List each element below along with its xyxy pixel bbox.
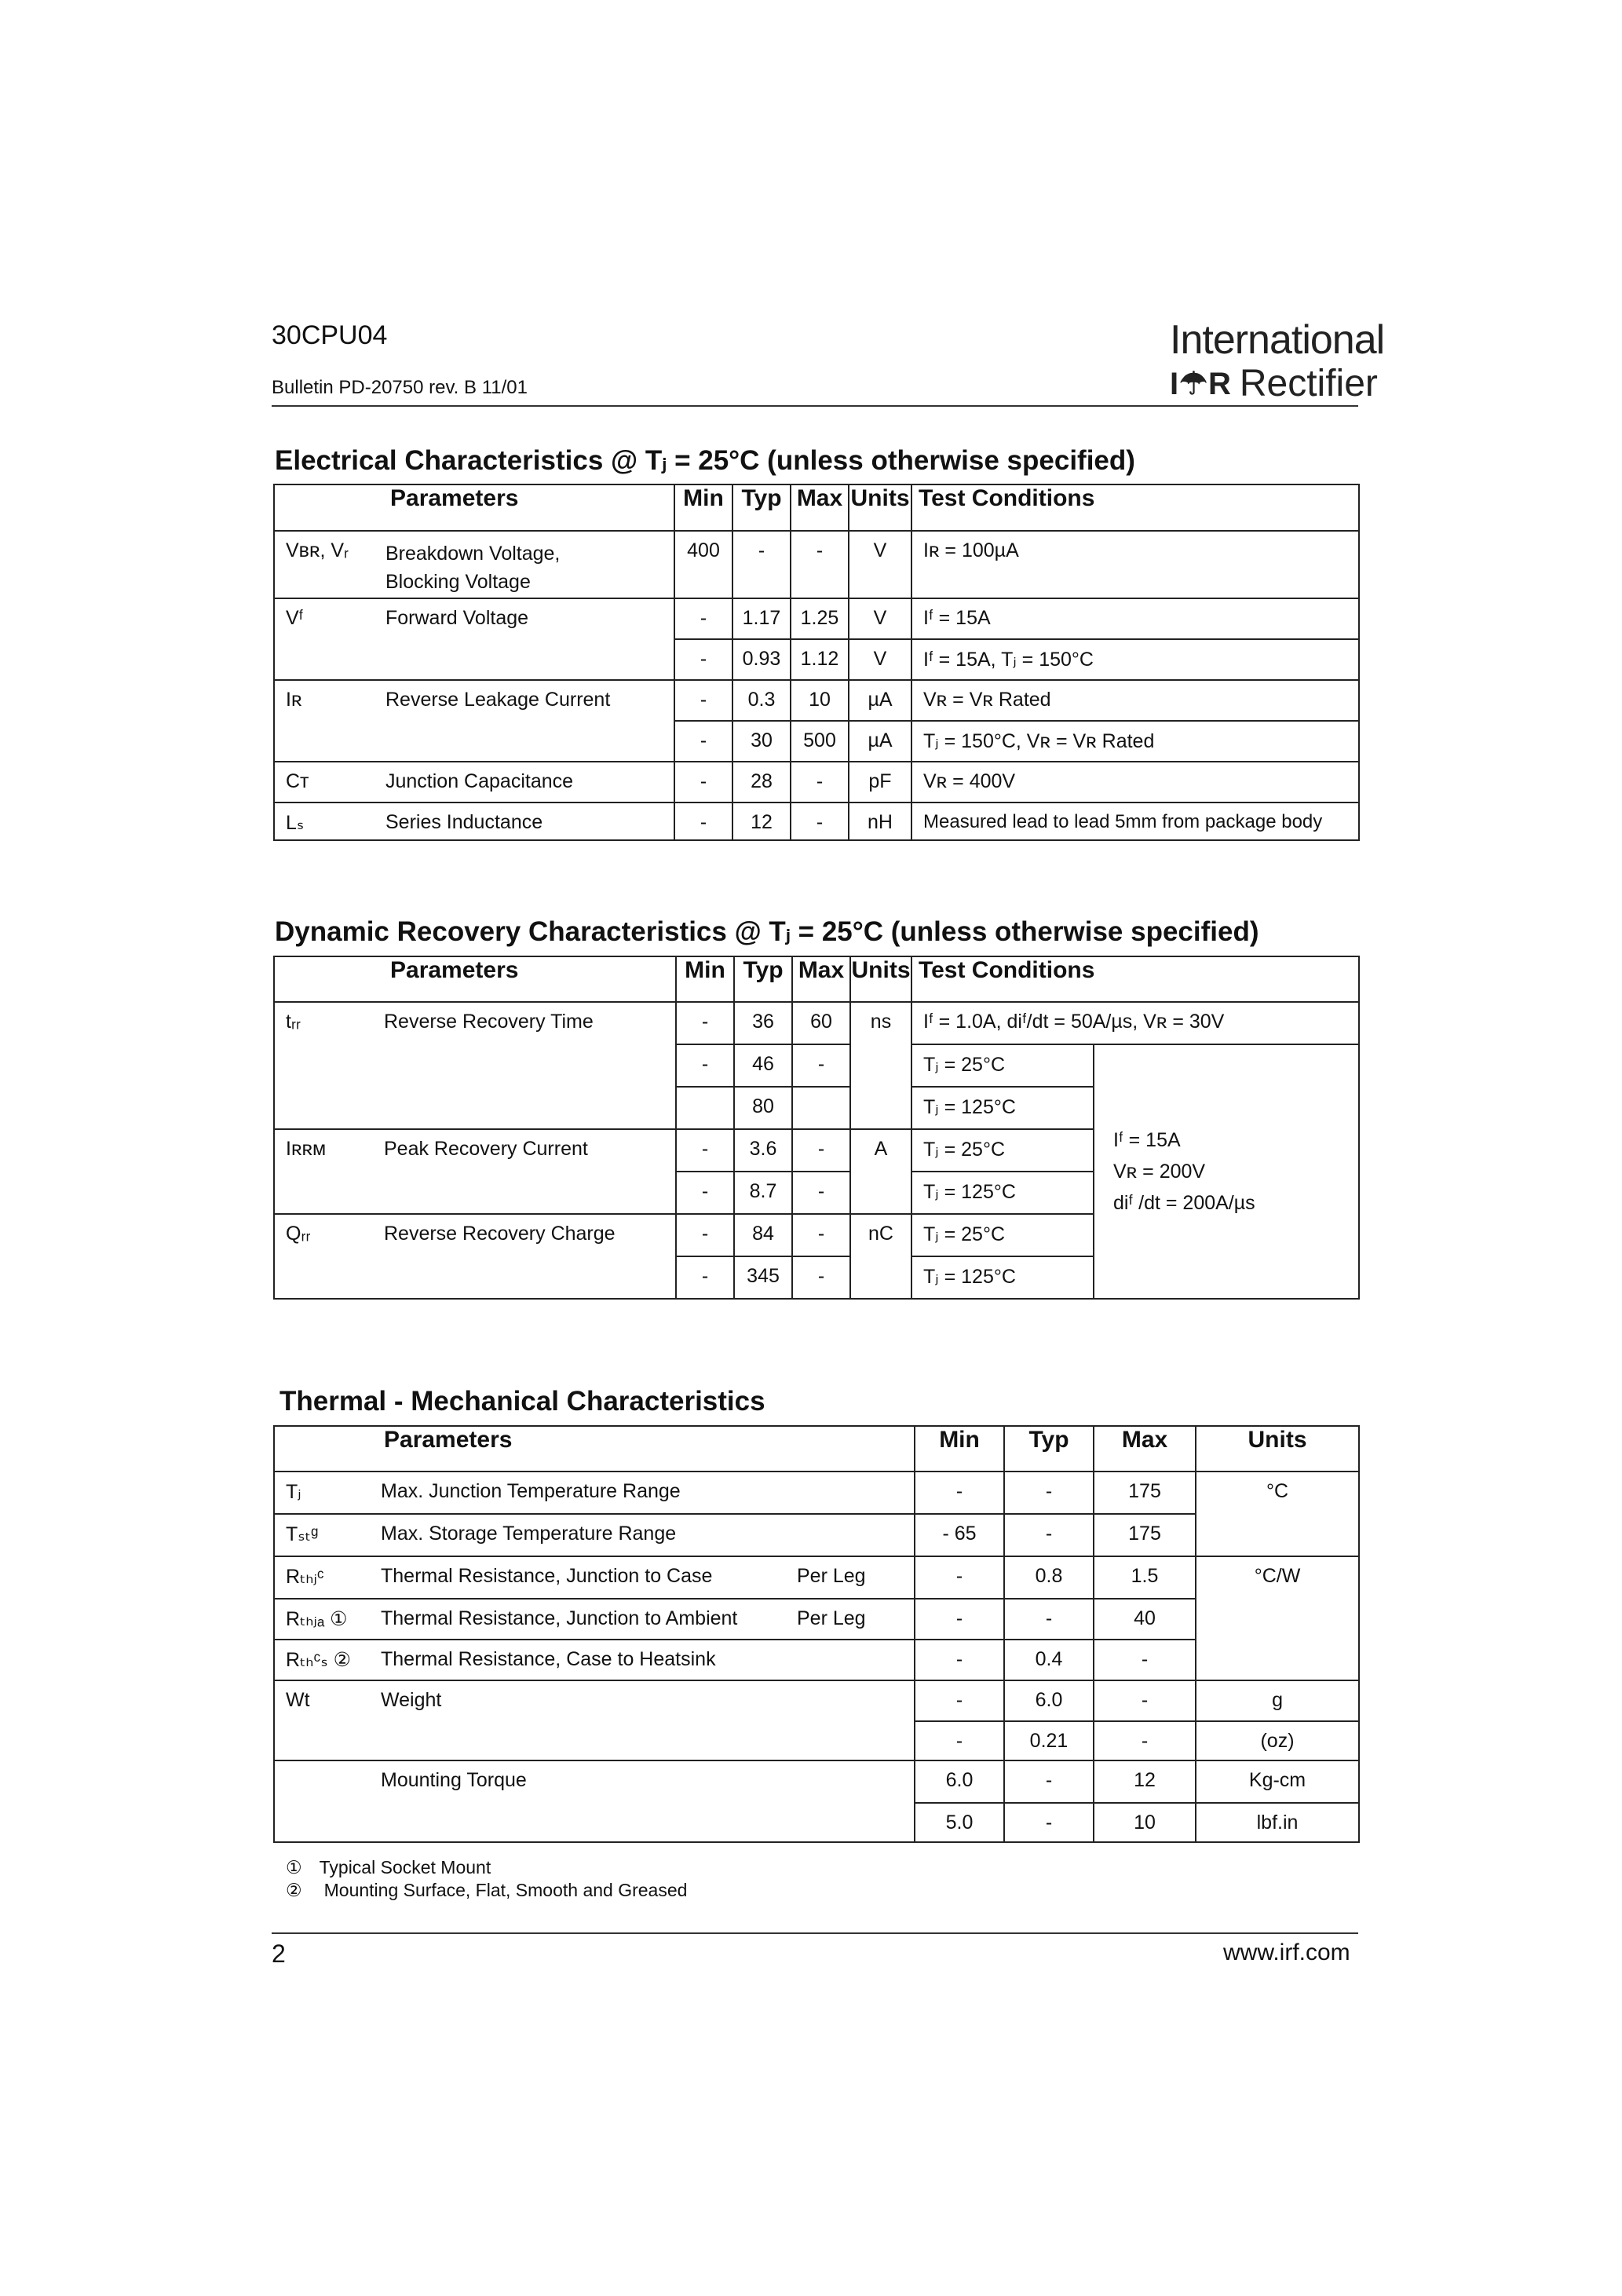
symbol: Rₜₕⱼᶜ: [274, 1556, 381, 1599]
header-rule: [272, 405, 1358, 407]
symbol: Vᶠ: [274, 598, 382, 680]
col-test-conditions: Test Conditions: [911, 484, 1359, 531]
symbol: Tₛₜᵍ: [274, 1514, 381, 1556]
parameter: Mounting Torque: [381, 1760, 915, 1842]
parameter: Forward Voltage: [382, 598, 674, 680]
symbol: Iʀʀᴍ: [274, 1129, 382, 1214]
table-row: Vʙʀ, Vᵣ Breakdown Voltage, Blocking Voltage 400 - - V Iʀ = 100µA: [274, 531, 1359, 598]
col-min: Min: [915, 1426, 1004, 1472]
symbol: Rₜₕᶜₛ ②: [274, 1640, 381, 1680]
table-row: Tⱼ Max. Junction Temperature Range - - 175 °C: [274, 1472, 1359, 1514]
table-row: 80 Tⱼ = 125°C: [274, 1087, 1359, 1129]
parameter: Max. Junction Temperature Range: [381, 1472, 915, 1514]
table-row: Rₜₕᶜₛ ② Thermal Resistance, Case to Heatsink - 0.4 -: [274, 1640, 1359, 1680]
dynamic-table: [273, 956, 1360, 1300]
parameter: Reverse Leakage Current: [382, 680, 674, 762]
parameter: Reverse Recovery Time: [382, 1002, 676, 1129]
table-row: - 345 - Tⱼ = 125°C: [274, 1256, 1359, 1299]
table-row: Tₛₜᵍ Max. Storage Temperature Range - 65 - 175: [274, 1514, 1359, 1556]
table-row: Rₜₕⱼₐ ① Thermal Resistance, Junction to Ambient Per Leg - - 40: [274, 1599, 1359, 1640]
electrical-title: Electrical Characteristics @ Tⱼ = 25°C (unless otherwise specified): [275, 445, 1135, 476]
table-row: - 8.7 - Tⱼ = 125°C: [274, 1172, 1359, 1214]
per-leg-note: Per Leg: [797, 1599, 915, 1640]
parameter: Thermal Resistance, Case to Heatsink: [381, 1640, 915, 1680]
table-row: - 0.21 - (oz): [274, 1721, 1359, 1760]
dynamic-title: Dynamic Recovery Characteristics @ Tⱼ = 25°C (unless otherwise specified): [275, 916, 1259, 947]
parameter: Peak Recovery Current: [382, 1129, 676, 1214]
col-max: Max: [1094, 1426, 1196, 1472]
logo-international: International: [1170, 317, 1385, 363]
parameter: Max. Storage Temperature Range: [381, 1514, 915, 1556]
per-leg-note: Per Leg: [797, 1556, 915, 1599]
thermal-table: [273, 1425, 1360, 1843]
col-max: Max: [792, 956, 850, 1002]
table-row: Qᵣᵣ Reverse Recovery Charge - 84 - nC Tⱼ = 25°C: [274, 1214, 1359, 1256]
table-row: Wt Weight - 6.0 - g: [274, 1680, 1359, 1721]
part-number: 30CPU04: [272, 320, 388, 350]
table-row: Vᶠ Forward Voltage - 1.17 1.25 V Iᶠ = 15A: [274, 598, 1359, 639]
col-typ: Typ: [1004, 1426, 1094, 1472]
col-max: Max: [791, 484, 849, 531]
symbol: Qᵣᵣ: [274, 1214, 382, 1299]
table-row: Cᴛ Junction Capacitance - 28 - pF Vʀ = 400V: [274, 762, 1359, 803]
parameter: Breakdown Voltage, Blocking Voltage: [382, 531, 674, 598]
col-test-conditions: Test Conditions: [911, 956, 1359, 1002]
table-row: Mounting Torque 6.0 - 12 Kg-cm: [274, 1760, 1359, 1803]
parameter: Reverse Recovery Charge: [382, 1214, 676, 1299]
page-number: 2: [272, 1940, 286, 1968]
symbol: Tⱼ: [274, 1472, 381, 1514]
col-min: Min: [676, 956, 734, 1002]
table-row: - 46 - Tⱼ = 25°C Iᶠ = 15A Vʀ = 200V diᶠ /dt = 200A/µs: [274, 1044, 1359, 1087]
electrical-table: [273, 484, 1360, 841]
parameter: Thermal Resistance, Junction to Case: [381, 1556, 797, 1599]
table-row: Rₜₕⱼᶜ Thermal Resistance, Junction to Case Per Leg - 0.8 1.5 °C/W: [274, 1556, 1359, 1599]
col-parameters: Parameters: [382, 956, 676, 1002]
col-parameters: Parameters: [381, 1426, 915, 1472]
symbol: Cᴛ: [274, 762, 382, 803]
symbol: Vʙʀ, Vᵣ: [274, 531, 382, 598]
symbol: Lₛ: [274, 803, 382, 840]
table-row: Iʀ Reverse Leakage Current - 0.3 10 µA Vʀ = Vʀ Rated: [274, 680, 1359, 721]
ior-logo-mark: I☂R: [1170, 366, 1232, 401]
company-logo: [1170, 362, 1378, 405]
parameter: Series Inductance: [382, 803, 674, 840]
website-link[interactable]: www.irf.com: [1223, 1940, 1350, 1965]
symbol: Iʀ: [274, 680, 382, 762]
table-row: 5.0 - 10 lbf.in: [274, 1803, 1359, 1842]
col-typ: Typ: [734, 956, 792, 1002]
logo-rectifier: Rectifier: [1239, 363, 1378, 404]
thermal-title: Thermal - Mechanical Characteristics: [279, 1386, 765, 1417]
symbol: tᵣᵣ: [274, 1002, 382, 1129]
symbol: Wt: [274, 1680, 381, 1760]
table-row: Iʀʀᴍ Peak Recovery Current - 3.6 - A Tⱼ = 25°C: [274, 1129, 1359, 1172]
footnote-1: ① Typical Socket Mount: [286, 1857, 491, 1877]
footer-rule: [272, 1932, 1358, 1934]
shared-test-conditions: Iᶠ = 15A Vʀ = 200V diᶠ /dt = 200A/µs: [1094, 1044, 1359, 1299]
table-row: Lₛ Series Inductance - 12 - nH Measured lead to lead 5mm from package body: [274, 803, 1359, 840]
footnote-2: ② Mounting Surface, Flat, Smooth and Greased: [286, 1880, 688, 1900]
col-units: Units: [850, 956, 911, 1002]
parameter: Junction Capacitance: [382, 762, 674, 803]
symbol: Rₜₕⱼₐ ①: [274, 1599, 381, 1640]
bulletin-info: Bulletin PD-20750 rev. B 11/01: [272, 377, 528, 398]
col-typ: Typ: [732, 484, 791, 531]
table-row: - 30 500 µA Tⱼ = 150°C, Vʀ = Vʀ Rated: [274, 721, 1359, 762]
table-row: - 0.93 1.12 V Iᶠ = 15A, Tⱼ = 150°C: [274, 639, 1359, 680]
parameter: Thermal Resistance, Junction to Ambient: [381, 1599, 797, 1640]
col-units: Units: [1196, 1426, 1359, 1472]
col-min: Min: [674, 484, 732, 531]
parameter: Weight: [381, 1680, 915, 1760]
col-units: Units: [849, 484, 911, 531]
table-row: tᵣᵣ Reverse Recovery Time - 36 60 ns Iᶠ = 1.0A, diᶠ/dt = 50A/µs, Vʀ = 30V: [274, 1002, 1359, 1044]
col-parameters: Parameters: [382, 484, 674, 531]
